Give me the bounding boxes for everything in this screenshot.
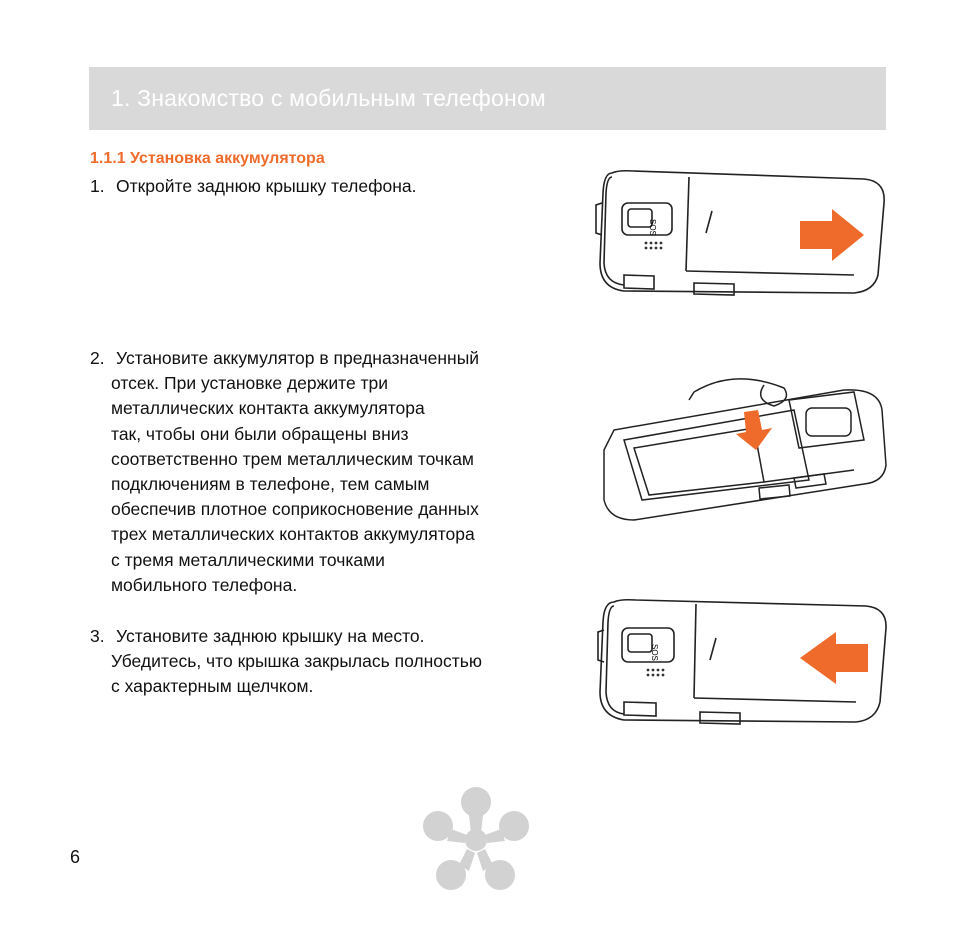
step-number: 1. <box>90 176 105 196</box>
arrow-left-icon <box>800 632 868 684</box>
step-2 <box>90 346 590 598</box>
figure-insert-battery <box>594 370 890 530</box>
step-number: 3. <box>90 626 105 646</box>
section-title: 1.1.1 Установка аккумулятора <box>90 150 325 167</box>
chapter-title: 1. Знакомство с мобильным телефоном <box>111 85 546 111</box>
step-line: Убедитесь, что крышка закрылась полностью <box>111 651 483 672</box>
step-line: мобильного телефона. <box>111 574 298 595</box>
arrow-right-icon <box>800 209 864 261</box>
decorative-flower-logo <box>421 785 531 895</box>
chapter-header-bar <box>89 67 886 130</box>
step-3 <box>90 624 590 700</box>
step-line: так, чтобы они были обращены вниз <box>111 423 409 444</box>
step-line: с тремя металлическими точками <box>111 549 385 570</box>
step-line: Установите заднюю крышку на место. <box>116 626 425 646</box>
step-line: отсек. При установке держите три <box>111 373 389 394</box>
step-line: Установите аккумулятор в предназначенный <box>116 348 480 368</box>
page-number: 6 <box>70 847 81 867</box>
figure-open-cover <box>594 163 890 303</box>
figure-close-cover <box>594 594 890 729</box>
sos-label: SOS <box>648 219 657 236</box>
step-line: трех металлических контактов аккумулятора <box>111 524 475 545</box>
step-1 <box>90 174 416 199</box>
step-line: подключениям в телефоне, тем самым <box>111 474 430 495</box>
step-line: обеспечив плотное соприкосновение данных <box>111 499 479 520</box>
step-line: с характерным щелчком. <box>111 676 314 697</box>
step-line: металлических контакта аккумулятора <box>111 398 425 419</box>
sos-label: SOS <box>650 644 659 661</box>
step-line: Откройте заднюю крышку телефона. <box>116 176 417 196</box>
step-line: соответственно трем металлическим точкам <box>111 448 474 469</box>
step-number: 2. <box>90 348 105 368</box>
